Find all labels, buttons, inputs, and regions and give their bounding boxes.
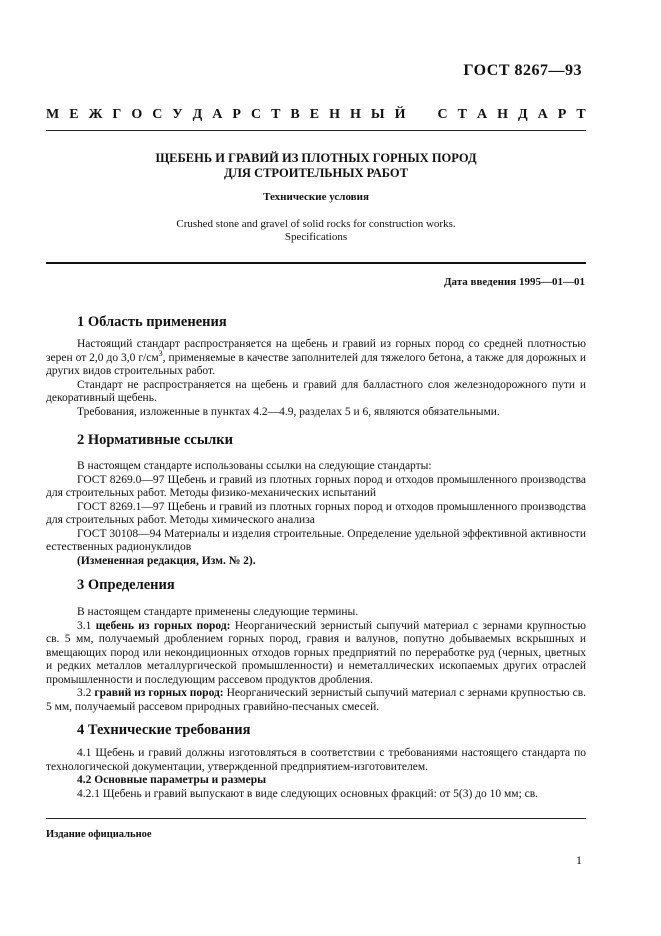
letter: С	[152, 107, 163, 122]
letter: А	[212, 107, 223, 122]
paragraph: 4.2.1 Щебень и гравий выпускают в виде следующих основных фракций: от 5(3) до 10 мм; св.	[77, 787, 539, 800]
english-title-line-1: Crushed stone and gravel of solid rocks for construction works.	[176, 218, 456, 230]
section-4-heading: 4 Технические требования	[77, 722, 251, 738]
clause-number: 3.2	[77, 687, 92, 699]
letter: Т	[576, 107, 586, 122]
letter: У	[172, 107, 183, 122]
paragraph: В настоящем стандарте применены следующие термины.	[77, 606, 359, 618]
letter: Н	[350, 107, 361, 122]
letter: Р	[232, 107, 241, 122]
letter: Т	[457, 107, 467, 122]
section-1-body	[46, 338, 586, 419]
intro-date: Дата введения 1995—01—01	[443, 276, 585, 288]
letter: В	[290, 107, 300, 122]
english-title	[46, 218, 586, 244]
subsection-heading: 4.2 Основные параметры и размеры	[77, 774, 267, 786]
header-divider	[46, 130, 586, 131]
paragraph: ГОСТ 30108—94 Материалы и изделия строительные. Определение удельной эффективной активности естественных радионуклидов	[46, 527, 586, 553]
english-title-line-2: Specifications	[284, 231, 348, 243]
letter: Р	[557, 107, 567, 122]
letter: Й	[394, 107, 406, 122]
letter: Н	[497, 107, 509, 122]
gost-number: ГОСТ 8267—93	[463, 62, 582, 79]
paragraph: Требования, изложенные в пунктах 4.2—4.9, разделах 5 и 6, являются обязательными.	[77, 405, 500, 418]
paragraph: В настоящем стандарте использованы ссылки на следующие стандарты:	[77, 460, 432, 472]
paragraph: 4.1 Щебень и гравий должны изготовляться в соответствии с требованиями настоящего стандарта по технологической документации, утвержденной предприятием-изготовителем.	[46, 747, 586, 773]
letter-gap	[416, 107, 428, 123]
paragraph: ГОСТ 8269.0—97 Щебень и гравий из плотных горных пород и отходов промышленного производства для строительных работ. Методы физико-механических испытаний	[46, 473, 586, 499]
letter: Г	[112, 107, 122, 122]
text: , применяемые в качестве заполнителей для тяжелого бетона, а также для дорожных и других видов строительных работ.	[46, 351, 586, 377]
term: щебень из горных пород:	[95, 619, 231, 632]
definition-text: Неорганический зернистый сыпучий материал с зернами крупностью св. 5 мм, получаемый дроблением горных пород, гравия и валунов, попутно добываемых вскрышных и вмещающих пород или некондиционных отходов горных предприятий по переработке руд (черных, цветных и редких металлов металлургической промышленности) и неметаллических ископаемых других отраслей промышленности и последующим рассевом продуктов дробления.	[46, 619, 587, 686]
definition-3-2	[46, 687, 586, 714]
official-edition: Издание официальное	[46, 829, 152, 840]
section-3-body	[46, 606, 586, 714]
letter: Е	[69, 107, 79, 122]
superscript: 3	[158, 348, 163, 358]
title-divider	[46, 262, 586, 264]
letter: С	[437, 107, 448, 122]
page-number: 1	[576, 853, 582, 867]
document-subtitle: Технические условия	[263, 191, 369, 203]
letter: Е	[309, 107, 320, 122]
definition-text: Неорганический зернистый сыпучий материал с зернами крупностью св. 5 мм, получаемый рассевом природных гравийно-песчаных смесей.	[46, 687, 587, 713]
title-line-2: ДЛЯ СТРОИТЕЛЬНЫХ РАБОТ	[224, 166, 408, 180]
document-title	[46, 151, 586, 181]
text: Настоящий стандарт распространяется на щебень и гравий из горных пород со средней плотностью зерен от 2,0 до 3,0 г/см	[46, 338, 586, 364]
letter: Д	[192, 107, 203, 122]
paragraph: ГОСТ 8269.1—97 Щебень и гравий из плотных горных пород и отходов промышленного производства для строительных работ. Методы химического анализа	[46, 500, 586, 526]
letter: С	[250, 107, 262, 122]
letter: Д	[518, 107, 528, 122]
letter: А	[477, 107, 488, 122]
section-3-heading: 3 Определения	[77, 577, 175, 593]
paragraph: Стандарт не распространяется на щебень и гравий для балластного слоя железнодорожного пути и декоративный щебень.	[46, 378, 586, 404]
definition-3-1	[46, 620, 586, 688]
letter: Ж	[88, 107, 103, 122]
section-4-body	[46, 747, 586, 801]
letter: Ы	[370, 107, 385, 122]
letter: Н	[329, 107, 340, 122]
term: гравий из горных пород:	[94, 687, 224, 699]
interstate-standard-heading	[46, 107, 586, 123]
section-1-heading: 1 Область применения	[77, 314, 227, 330]
letter: Т	[271, 107, 281, 122]
clause-number: 3.1	[77, 619, 92, 632]
letter: О	[131, 107, 143, 122]
letter: А	[537, 107, 548, 122]
title-line-1: ЩЕБЕНЬ И ГРАВИЙ ИЗ ПЛОТНЫХ ГОРНЫХ ПОРОД	[155, 151, 477, 165]
paragraph	[46, 338, 586, 379]
letter: М	[46, 107, 60, 122]
section-2-heading: 2 Нормативные ссылки	[77, 432, 233, 448]
footer-divider	[46, 818, 586, 819]
section-2-body	[46, 460, 586, 568]
amendment-note: (Измененная редакция, Изм. № 2).	[77, 554, 256, 567]
